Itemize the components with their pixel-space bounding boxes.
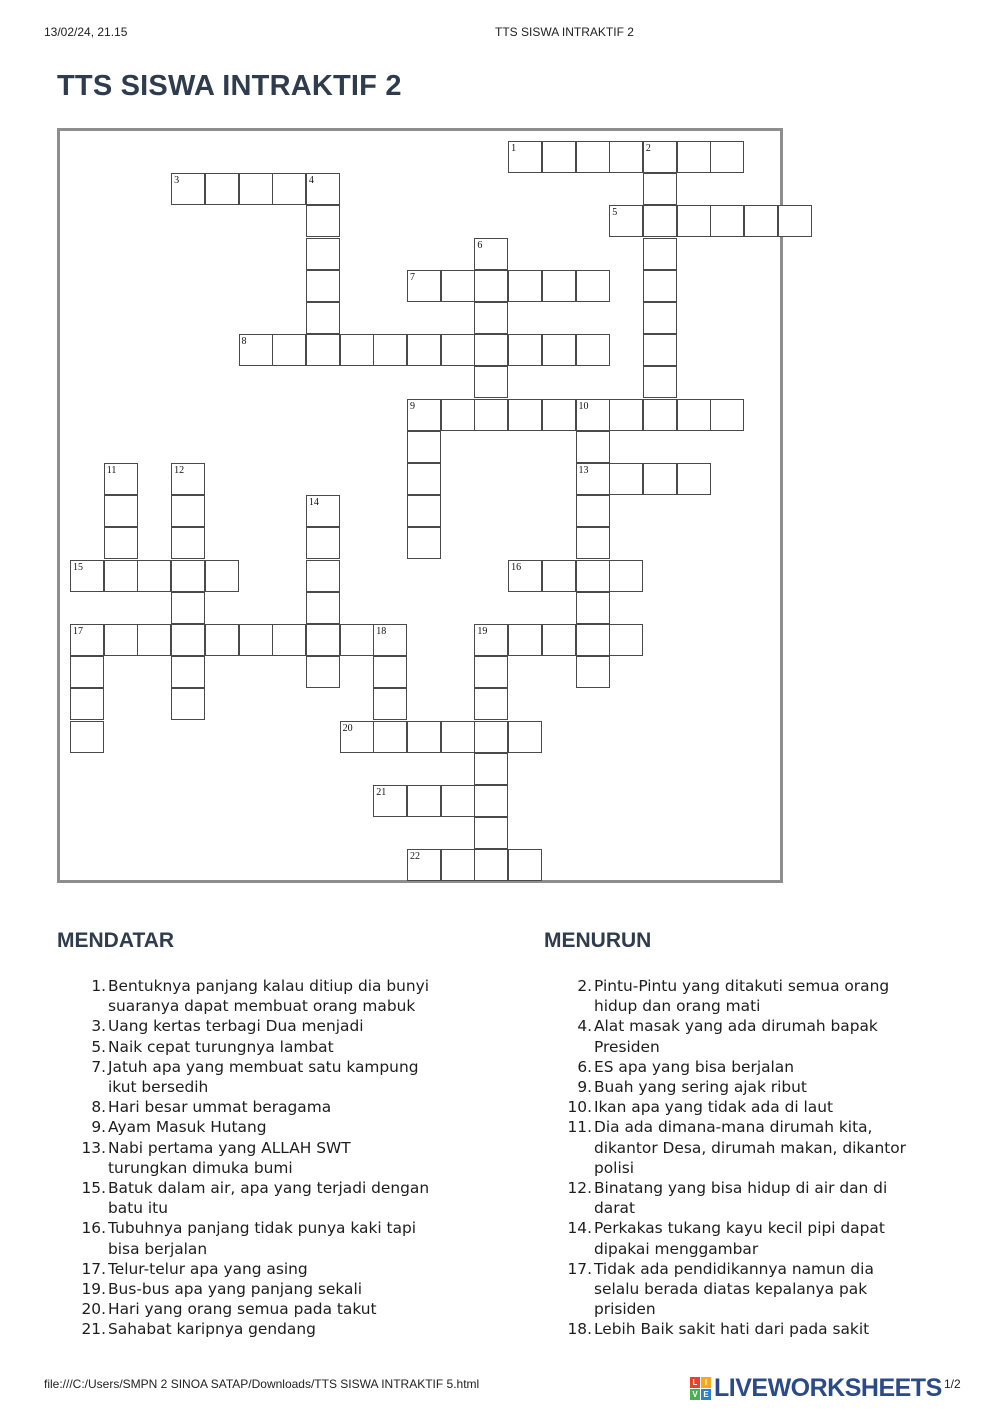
down-clue <box>556 1178 946 1218</box>
crossword-cell[interactable] <box>576 527 610 559</box>
logo-letter-tile: E <box>701 1389 711 1400</box>
clue-number: 19 <box>477 626 488 637</box>
crossword-cell[interactable] <box>508 624 542 656</box>
clue-text: Alat masak yang ada dirumah bapak Presiden <box>594 1017 878 1056</box>
across-clue <box>70 1299 470 1319</box>
clue-number: 22 <box>410 851 420 863</box>
crossword-cell[interactable] <box>643 334 677 366</box>
crossword-cell[interactable] <box>205 173 239 205</box>
clue-number: 5. <box>91 1037 106 1056</box>
clue-number: 17. <box>567 1259 592 1278</box>
crossword-cell[interactable] <box>70 721 104 753</box>
crossword-cell[interactable] <box>407 495 441 527</box>
crossword-cell[interactable] <box>643 302 677 334</box>
crossword-cell[interactable] <box>576 495 610 527</box>
crossword-cell[interactable] <box>171 495 205 527</box>
clue-number: 5 <box>612 207 618 219</box>
logo-letter-tile: I <box>701 1377 711 1388</box>
clue-text: Telur-telur apa yang asing <box>108 1259 308 1278</box>
clue-number: 8 <box>241 336 247 348</box>
clue-number: 13. <box>81 1138 106 1157</box>
crossword-cell[interactable] <box>576 270 610 302</box>
across-clue <box>70 1279 470 1299</box>
clue-text: Naik cepat turungnya lambat <box>108 1037 334 1056</box>
clue-number: 1. <box>91 977 106 995</box>
crossword-cell[interactable] <box>171 560 205 592</box>
crossword-cell[interactable] <box>677 399 711 431</box>
crossword-cell[interactable] <box>643 270 677 302</box>
footer-file-path: file:///C:/Users/SMPN 2 SINOA SATAP/Downloads/TTS SISWA INTRAKTIF 5.html <box>44 1377 480 1391</box>
clue-number: 11. <box>567 1118 592 1137</box>
across-heading: MENDATAR <box>57 929 175 952</box>
crossword-cell[interactable] <box>239 173 273 205</box>
crossword-cell[interactable] <box>306 656 340 688</box>
crossword-cell[interactable] <box>407 721 441 753</box>
clue-text: Buah yang sering ajak ribut <box>594 1078 807 1097</box>
clue-number: 2 <box>645 143 651 154</box>
crossword-cell[interactable] <box>744 205 778 237</box>
down-clue-list <box>556 976 946 1340</box>
across-clue <box>70 1319 470 1339</box>
crossword-cell[interactable] <box>306 527 340 559</box>
crossword-cell[interactable] <box>710 205 744 237</box>
clue-number: 4 <box>308 175 314 187</box>
across-clue <box>70 1117 470 1137</box>
crossword-cell[interactable] <box>104 527 138 559</box>
crossword-cell[interactable] <box>609 399 643 431</box>
crossword-cell[interactable] <box>441 399 475 431</box>
across-clue <box>70 1259 470 1279</box>
crossword-cell[interactable] <box>306 238 340 270</box>
crossword-cell[interactable] <box>239 624 273 656</box>
crossword-cell[interactable] <box>609 624 643 656</box>
crossword-cell[interactable] <box>104 624 138 656</box>
clue-number: 15 <box>73 561 83 573</box>
print-header-title: TTS SISWA INTRAKTIF 2 <box>495 25 634 39</box>
crossword-cell[interactable] <box>508 721 542 753</box>
clue-number: 14 <box>308 497 319 509</box>
crossword-cell[interactable] <box>272 173 306 205</box>
crossword-cell[interactable] <box>171 592 205 624</box>
clue-text: Lebih Baik sakit hati dari pada sakit <box>594 1320 870 1339</box>
clue-number: 6 <box>477 239 483 251</box>
crossword-cell[interactable] <box>407 431 441 463</box>
crossword-cell[interactable] <box>137 624 171 656</box>
crossword-cell[interactable] <box>643 173 677 205</box>
crossword-cell[interactable] <box>508 849 542 881</box>
crossword-cell[interactable] <box>272 334 306 366</box>
clue-number: 13 <box>578 465 589 476</box>
crossword-cell[interactable] <box>778 205 812 237</box>
crossword-cell[interactable] <box>373 656 407 688</box>
crossword-cell[interactable] <box>474 399 508 431</box>
crossword-cell[interactable] <box>474 817 508 849</box>
clue-number: 18 <box>376 626 387 637</box>
liveworksheets-logo-icon <box>690 1377 711 1400</box>
clue-number: 9. <box>577 1078 592 1097</box>
clue-text: Binatang yang bisa hidup di air dan di darat <box>594 1179 888 1218</box>
crossword-cell[interactable] <box>306 560 340 592</box>
clue-number: 21 <box>376 787 387 798</box>
clue-number: 4. <box>577 1017 592 1036</box>
crossword-cell[interactable] <box>373 334 407 366</box>
clue-number: 16. <box>81 1219 106 1238</box>
crossword-cell[interactable] <box>542 270 576 302</box>
page-number: 1/2 <box>944 1377 961 1391</box>
crossword-cell[interactable] <box>407 527 441 559</box>
crossword-cell[interactable] <box>576 656 610 688</box>
across-clue <box>70 1097 470 1117</box>
crossword-cell[interactable] <box>643 399 677 431</box>
down-clue <box>556 1259 946 1320</box>
clue-number: 7 <box>410 271 415 283</box>
crossword-cell[interactable] <box>508 334 542 366</box>
clue-number: 3. <box>91 1017 106 1036</box>
crossword-cell[interactable] <box>171 527 205 559</box>
crossword-cell[interactable] <box>407 785 441 817</box>
crossword-cell[interactable] <box>542 334 576 366</box>
clue-number: 12 <box>174 465 185 476</box>
down-clue <box>556 1117 946 1178</box>
clue-number: 2. <box>577 977 592 995</box>
clue-number: 21. <box>81 1320 106 1339</box>
crossword-cell[interactable] <box>407 334 441 366</box>
crossword-grid <box>57 128 783 883</box>
across-clue <box>70 1178 470 1218</box>
clue-number: 18. <box>567 1320 592 1339</box>
crossword-cell[interactable] <box>306 302 340 334</box>
across-clue-list <box>70 976 470 1340</box>
liveworksheets-logo <box>690 1374 942 1403</box>
crossword-cell[interactable] <box>643 238 677 270</box>
crossword-cell[interactable] <box>542 141 576 173</box>
clue-text: ES apa yang bisa berjalan <box>594 1057 794 1076</box>
crossword-cell[interactable] <box>474 366 508 398</box>
crossword-cell[interactable] <box>576 624 610 656</box>
crossword-cell[interactable] <box>70 656 104 688</box>
clue-text: Pintu-Pintu yang ditakuti semua orang hidup dan orang mati <box>594 977 890 1016</box>
crossword-cell[interactable] <box>340 624 374 656</box>
clue-text: Nabi pertama yang ALLAH SWT turungkan dimuka bumi <box>108 1138 351 1177</box>
clue-text: Batuk dalam air, apa yang terjadi dengan batu itu <box>108 1179 430 1218</box>
across-clue <box>70 1138 470 1178</box>
logo-letter-tile: L <box>690 1377 700 1388</box>
crossword-cell[interactable] <box>508 399 542 431</box>
across-clue <box>70 1057 470 1097</box>
clue-number: 19. <box>81 1280 106 1299</box>
crossword-cell[interactable] <box>137 560 171 592</box>
crossword-cell[interactable] <box>576 560 610 592</box>
clue-number: 9. <box>91 1118 106 1137</box>
clue-number: 20. <box>81 1300 106 1319</box>
crossword-cell[interactable] <box>306 592 340 624</box>
crossword-cell[interactable] <box>171 656 205 688</box>
crossword-cell[interactable] <box>306 334 340 366</box>
crossword-cell[interactable] <box>508 270 542 302</box>
crossword-cell[interactable] <box>205 560 239 592</box>
clue-number: 3 <box>174 175 180 187</box>
crossword-cell[interactable] <box>474 334 508 366</box>
crossword-cell[interactable] <box>441 785 475 817</box>
clue-number: 8. <box>91 1098 106 1117</box>
clue-text: Tubuhnya panjang tidak punya kaki tapi bisa berjalan <box>108 1219 417 1258</box>
clue-text: Hari besar ummat beragama <box>108 1098 332 1117</box>
clue-number: 17. <box>81 1259 106 1278</box>
crossword-cell[interactable] <box>710 399 744 431</box>
clue-text: Tidak ada pendidikannya namun dia selalu berada diatas kepalanya pak prisiden <box>594 1259 874 1319</box>
crossword-cell[interactable] <box>70 688 104 720</box>
clue-number: 10. <box>567 1098 592 1117</box>
crossword-cell[interactable] <box>474 849 508 881</box>
down-clue <box>556 1319 946 1339</box>
crossword-cell[interactable] <box>474 270 508 302</box>
crossword-cell[interactable] <box>171 624 205 656</box>
crossword-cell[interactable] <box>609 141 643 173</box>
crossword-cell[interactable] <box>542 560 576 592</box>
clue-number: 17 <box>73 626 83 637</box>
clue-text: Dia ada dimana-mana dirumah kita, dikantor Desa, dirumah makan, dikantor polisi <box>594 1118 906 1177</box>
across-clue <box>70 976 470 1016</box>
clue-text: Uang kertas terbagi Dua menjadi <box>108 1017 364 1036</box>
crossword-cell[interactable] <box>474 785 508 817</box>
crossword-cell[interactable] <box>441 721 475 753</box>
clue-text: Bus-bus apa yang panjang sekali <box>108 1280 362 1299</box>
crossword-cell[interactable] <box>576 334 610 366</box>
crossword-cell[interactable] <box>474 656 508 688</box>
crossword-cell[interactable] <box>677 463 711 495</box>
down-clue <box>556 1016 946 1056</box>
crossword-cell[interactable] <box>576 141 610 173</box>
crossword-cell[interactable] <box>576 592 610 624</box>
crossword-cell[interactable] <box>643 366 677 398</box>
crossword-cell[interactable] <box>306 270 340 302</box>
clue-number: 6. <box>577 1057 592 1076</box>
crossword-cell[interactable] <box>474 302 508 334</box>
clue-number: 16 <box>511 561 522 573</box>
crossword-cell[interactable] <box>340 334 374 366</box>
down-clue <box>556 1097 946 1117</box>
crossword-cell[interactable] <box>474 688 508 720</box>
down-clue <box>556 1077 946 1097</box>
clue-text: Jatuh apa yang membuat satu kampung ikut bersedih <box>108 1057 419 1097</box>
clue-number: 14. <box>567 1219 592 1238</box>
crossword-cell[interactable] <box>677 205 711 237</box>
crossword-cell[interactable] <box>407 463 441 495</box>
clue-number: 9 <box>410 400 415 412</box>
print-date: 13/02/24, 21.15 <box>44 25 128 39</box>
crossword-cell[interactable] <box>272 624 306 656</box>
clue-text: Perkakas tukang kayu kecil pipi dapat dipakai menggambar <box>594 1219 885 1258</box>
down-clue <box>556 1057 946 1077</box>
crossword-cell[interactable] <box>205 624 239 656</box>
clue-text: Hari yang orang semua pada takut <box>108 1300 377 1319</box>
clue-number: 12. <box>567 1179 592 1198</box>
down-clue <box>556 1218 946 1258</box>
crossword-cell[interactable] <box>441 849 475 881</box>
across-clue <box>70 1037 470 1057</box>
crossword-cell[interactable] <box>643 205 677 237</box>
crossword-cell[interactable] <box>542 399 576 431</box>
crossword-cell[interactable] <box>373 688 407 720</box>
across-clue <box>70 1218 470 1258</box>
crossword-cell[interactable] <box>104 560 138 592</box>
crossword-cell[interactable] <box>441 270 475 302</box>
crossword-cell[interactable] <box>474 753 508 785</box>
crossword-cell[interactable] <box>710 141 744 173</box>
crossword-cell[interactable] <box>677 141 711 173</box>
clue-text: Ikan apa yang tidak ada di laut <box>594 1098 834 1117</box>
clue-number: 10 <box>578 400 589 412</box>
logo-letter-tile: V <box>690 1389 700 1400</box>
clue-text: Sahabat karipnya gendang <box>108 1320 316 1339</box>
clue-text: Bentuknya panjang kalau ditiup dia bunyi suaranya dapat membuat orang mabuk <box>108 977 429 1016</box>
down-heading: MENURUN <box>544 929 652 952</box>
down-clue <box>556 976 946 1016</box>
crossword-cell[interactable] <box>542 624 576 656</box>
crossword-cell[interactable] <box>306 205 340 237</box>
clue-number: 20 <box>342 722 353 734</box>
crossword-cell[interactable] <box>474 721 508 753</box>
crossword-cell[interactable] <box>643 463 677 495</box>
clue-number: 7. <box>91 1057 106 1076</box>
clue-number: 11 <box>106 465 117 476</box>
across-clue <box>70 1016 470 1036</box>
crossword-cell[interactable] <box>441 334 475 366</box>
crossword-cell[interactable] <box>104 495 138 527</box>
crossword-cell[interactable] <box>609 560 643 592</box>
liveworksheets-logo-text: LIVEWORKSHEETS <box>714 1374 942 1402</box>
clue-number: 15. <box>81 1179 106 1198</box>
crossword-cell[interactable] <box>306 624 340 656</box>
page-title: TTS SISWA INTRAKTIF 2 <box>57 70 402 102</box>
crossword-cell[interactable] <box>373 721 407 753</box>
clue-number: 1 <box>511 143 517 154</box>
crossword-cell[interactable] <box>609 463 643 495</box>
crossword-cell[interactable] <box>576 431 610 463</box>
crossword-cell[interactable] <box>171 688 205 720</box>
clue-text: Ayam Masuk Hutang <box>108 1118 267 1137</box>
